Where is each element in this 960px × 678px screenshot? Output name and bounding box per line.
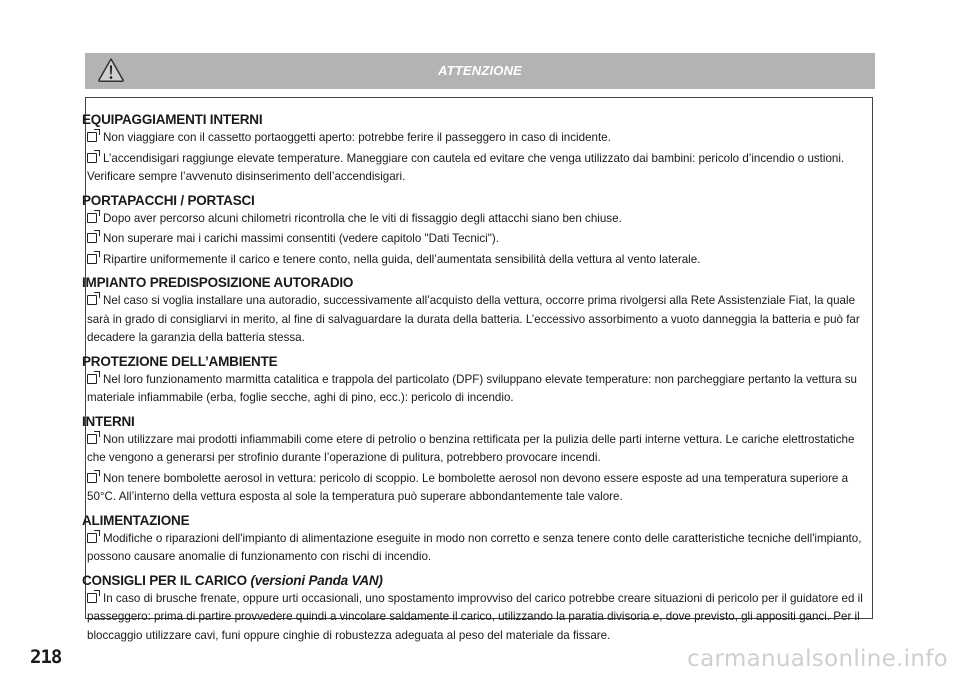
list-item-text: Nel caso si voglia installare una autoradio, successivamente all’acquisto della vettura, occorre prima rivolgersi alla Rete Assistenziale Fiat, la quale sarà in grado di consigliarvi in merito, al fine di salvaguardare la durata della batteria. L’eccessivo assorbimento a vuoto danneggia la batteria e può far decadere la garanzia della batteria stessa. xyxy=(87,294,860,344)
warning-header xyxy=(85,53,875,89)
section xyxy=(0,112,870,187)
section-title-text: IMPIANTO PREDISPOSIZIONE AUTORADIO xyxy=(82,275,354,290)
section-title-text: EQUIPAGGIAMENTI INTERNI xyxy=(82,112,263,127)
bullet-icon xyxy=(87,593,97,603)
bullet-icon xyxy=(87,213,97,223)
list-item-text: Non superare mai i carichi massimi consentiti (vedere capitolo "Dati Tecnici"). xyxy=(103,232,499,245)
section-title xyxy=(82,275,870,291)
list-item xyxy=(87,230,870,249)
bullet-list xyxy=(87,371,870,408)
list-item xyxy=(87,470,870,507)
list-item-text: Non tenere bombolette aerosol in vettura: pericolo di scoppio. Le bombolette aerosol non devono essere esposte ad una temperatura superiore a 50°C. All’interno della vettura esposta al sole la temperatura può superare abbondantemente tale valore. xyxy=(87,471,849,503)
list-item xyxy=(87,431,870,468)
list-item xyxy=(87,371,870,408)
section-title xyxy=(82,414,870,430)
bullet-icon xyxy=(87,153,97,163)
section-title xyxy=(82,354,870,370)
section xyxy=(0,513,870,567)
bullet-icon xyxy=(87,132,97,142)
section xyxy=(0,193,870,270)
list-item-text: Non viaggiare con il cassetto portaoggetti aperto: potrebbe ferire il passeggero in caso di incidente. xyxy=(103,131,611,144)
warning-content xyxy=(0,112,870,647)
list-item xyxy=(87,292,870,348)
list-item-text: Dopo aver percorso alcuni chilometri ricontrolla che le viti di fissaggio degli attacchi siano ben chiuse. xyxy=(103,211,622,225)
bullet-icon xyxy=(87,295,97,305)
list-item-text: L’accendisigari raggiunge elevate temperature. Maneggiare con cautela ed evitare che venga utilizzato dai bambini: pericolo d’incendio o ustioni. Verificare sempre l’avvenuto disinserimento dell’accendisigari. xyxy=(87,151,845,183)
bullet-icon xyxy=(87,254,97,264)
bullet-list xyxy=(87,292,870,348)
section-title xyxy=(82,513,870,529)
section xyxy=(0,354,870,408)
watermark: carmanualsonline.info xyxy=(687,646,948,672)
list-item-text: In caso di brusche frenate, oppure urti occasionali, uno spostamento improvviso del carico potrebbe creare situazioni di pericolo per il guidatore ed il passeggero: prima di partire provvedere quindi a vincolare saldamente il carico, utilizzando la paratia divisoria e, dove previsto, gli appositi ganci. Per il bloccaggio utilizzare cavi, funi oppure cinghie di robustezza adeguata al peso del materiale da fissare. xyxy=(87,591,863,642)
section-title-text: PORTAPACCHI / PORTASCI xyxy=(82,192,255,208)
bullet-icon xyxy=(87,473,97,483)
list-item-text: Ripartire uniformemente il carico e tenere conto, nella guida, dell’aumentata sensibilità della vettura al vento laterale. xyxy=(103,252,701,266)
page-number: 218 xyxy=(30,646,62,668)
section-title-text: INTERNI xyxy=(82,413,135,429)
list-item-text: Modifiche o riparazioni dell'impianto di alimentazione eseguite in modo non corretto e senza tenere conto delle caratteristiche tecniche dell'impianto, possono causare anomalie di funzionamento con rischi di incendio. xyxy=(87,531,862,563)
list-item xyxy=(87,150,870,187)
bullet-icon xyxy=(87,434,97,444)
list-item-text: Non utilizzare mai prodotti infiammabili come etere di petrolio o benzina rettificata per la pulizia delle parti interne vettura. Le cariche elettrostatiche che vengono a generarsi per strofinio durante l’operazione di pulitura, potrebbero provocare incendi. xyxy=(87,432,855,464)
bullet-list xyxy=(87,210,870,270)
bullet-list xyxy=(87,590,870,646)
bullet-list xyxy=(87,129,870,187)
bullet-icon xyxy=(87,374,97,384)
bullet-list xyxy=(87,431,870,507)
list-item xyxy=(87,590,870,646)
list-item xyxy=(87,251,870,270)
section-title xyxy=(82,573,870,589)
section-title-text: ALIMENTAZIONE xyxy=(82,512,190,528)
bullet-icon xyxy=(87,533,97,543)
list-item-text: Nel loro funzionamento marmitta catalitica e trappola del particolato (DPF) sviluppano elevate temperature: non parcheggiare pertanto la vettura su materiale infiammabile (erba, foglie secche, aghi di pino, ecc.): pericolo di incendio. xyxy=(87,372,858,404)
section-title-text: CONSIGLI PER IL CARICO xyxy=(82,572,247,588)
section-title xyxy=(82,112,870,128)
warning-title: ATTENZIONE xyxy=(437,63,523,78)
bullet-icon xyxy=(87,233,97,243)
section-subtitle: (versioni Panda VAN) xyxy=(250,572,383,588)
section-title-text: PROTEZIONE DELL’AMBIENTE xyxy=(82,353,278,369)
section xyxy=(0,414,870,507)
section-title xyxy=(82,193,870,209)
section xyxy=(0,573,870,646)
bullet-list xyxy=(87,530,870,567)
list-item xyxy=(87,129,870,148)
list-item xyxy=(87,210,870,229)
list-item xyxy=(87,530,870,567)
section xyxy=(0,275,870,348)
